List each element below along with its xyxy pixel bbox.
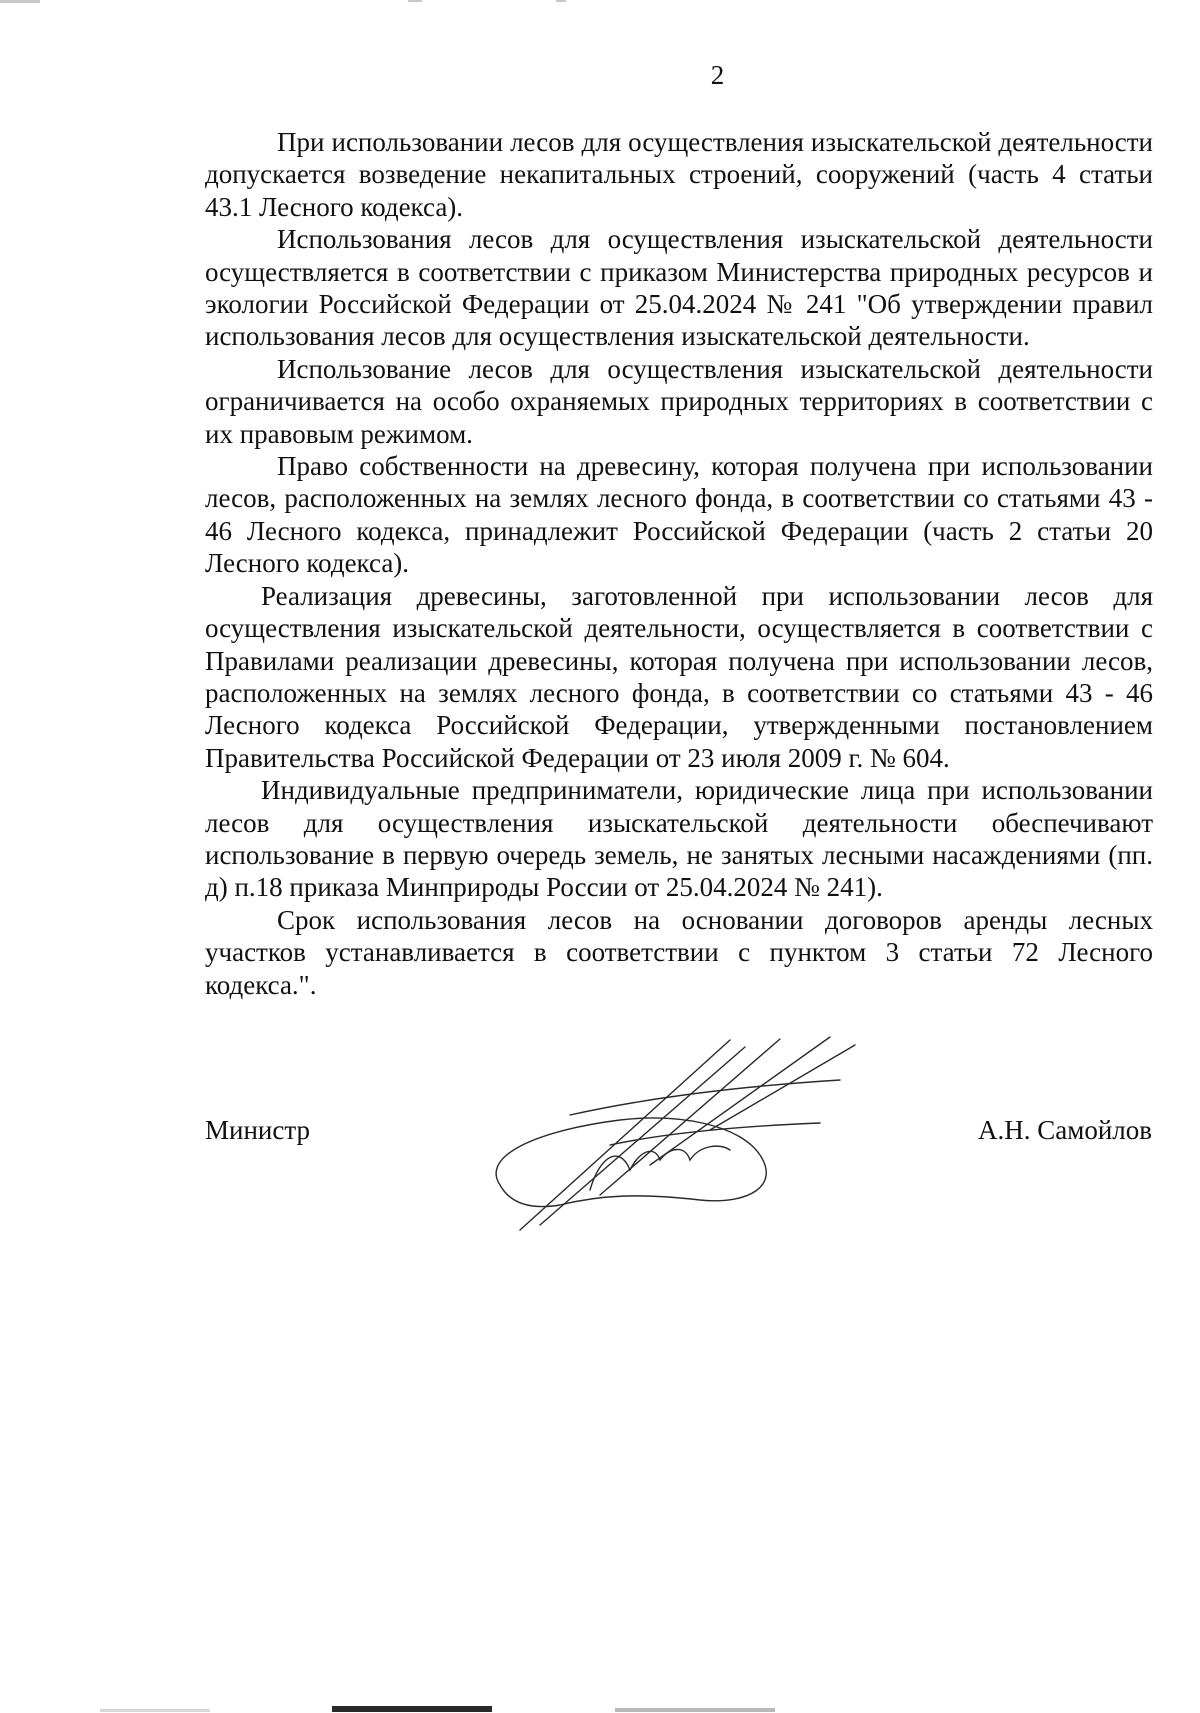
signature-loop: [496, 1118, 766, 1207]
paragraph: Реализация древесины, заготовленной при использовании лесов для осуществления изыскательской деятельности, осуществляется в соответствии с Правилами реализации древесины, которая получена при использовании лесов, расположенных на землях лесного фонда, в соответствии со статьями 43 - 46 Лесного кодекса Российской Федерации, утвержденными постановлением Правительства Российской Федерации от 23 июля 2009 г. № 604.: [205, 580, 1153, 773]
signature-stroke: [600, 1039, 780, 1195]
paragraph: Использования лесов для осуществления изыскательской деятельности осуществляется в соответствии с приказом Министерства природных ресурсов и экологии Российской Федерации от 25.04.2024 № 241 "Об утверждении правил использования лесов для осуществления изыскательской деятельности.: [205, 224, 1153, 352]
scan-mark: [0, 0, 40, 3]
handwritten-signature: [480, 1035, 870, 1235]
scan-mark: [100, 1709, 210, 1712]
paragraph: При использовании лесов для осуществления изыскательской деятельности допускается возведение некапитальных строений, сооружений (часть 4 статьи 43.1 Лесного кодекса).: [205, 127, 1153, 222]
signature-scribble: [590, 1146, 730, 1190]
scan-mark: [332, 1706, 492, 1712]
scan-mark: [615, 1708, 775, 1712]
scan-mark: [408, 0, 422, 2]
page-number: 2: [710, 60, 725, 90]
paragraph: Срок использования лесов на основании договоров аренды лесных участков устанавливается в соответствии с пунктом 3 статьи 72 Лесного кодекса.".: [205, 904, 1153, 1000]
paragraph: Индивидуальные предприниматели, юридические лица при использовании лесов для осуществления изыскательской деятельности обеспечивают использование в первую очередь земель, не занятых лесными насаждениями (пп. д) п.18 приказа Минприроды России от 25.04.2024 № 241).: [205, 775, 1153, 903]
scan-mark: [556, 0, 566, 2]
signature-stroke: [570, 1080, 840, 1115]
paragraph: Использование лесов для осуществления изыскательской деятельности ограничивается на особо охраняемых природных территориях в соответствии с их правовым режимом.: [205, 353, 1153, 449]
signatory-name: А.Н. Самойлов: [978, 1115, 1152, 1145]
signature-stroke: [520, 1040, 730, 1230]
signature-stroke: [540, 1047, 745, 1225]
document-body: [205, 126, 1153, 1001]
signatory-title: Министр: [205, 1115, 310, 1145]
signature-stroke: [650, 1037, 830, 1165]
paragraph: Право собственности на древесину, которая получена при использовании лесов, расположенных на землях лесного фонда, в соответствии со статьями 43 - 46 Лесного кодекса, принадлежит Российской Федерации (часть 2 статьи 20 Лесного кодекса).: [205, 451, 1153, 579]
